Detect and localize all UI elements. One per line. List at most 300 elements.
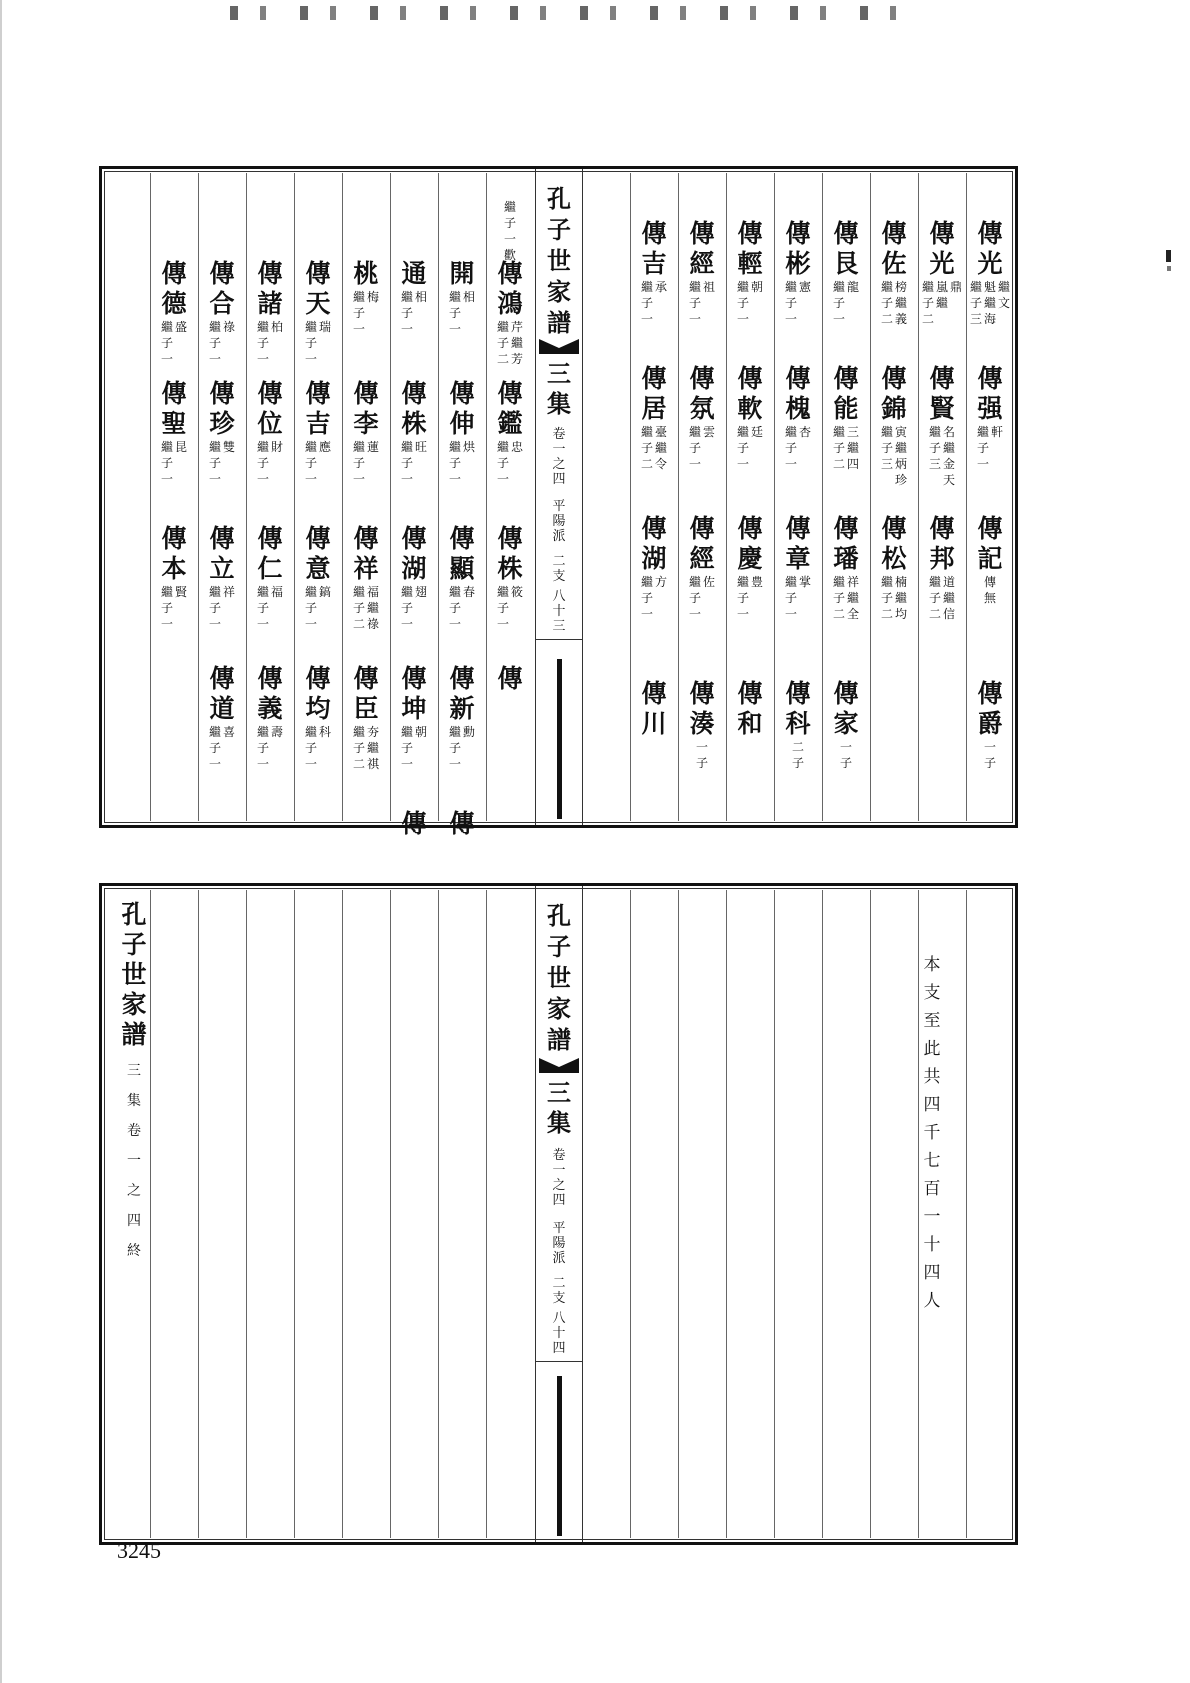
descendant-note bbox=[823, 279, 869, 327]
header-branch: 平陽派 bbox=[552, 499, 566, 544]
person-name: 傳 天 bbox=[305, 259, 331, 318]
person-name: 傳 伸 bbox=[449, 379, 475, 438]
column-rule bbox=[390, 890, 391, 1538]
note-text: 繼 子 一 bbox=[256, 440, 269, 486]
genealogy-entry bbox=[487, 259, 533, 367]
descendant-note bbox=[775, 574, 821, 622]
note-text: 繼 子 一 bbox=[688, 280, 701, 326]
descendant-note bbox=[679, 574, 725, 622]
genealogy-entry bbox=[247, 379, 293, 487]
person-name: 開 bbox=[449, 259, 475, 288]
genealogy-entry bbox=[631, 219, 677, 327]
descendant-note bbox=[247, 319, 293, 367]
descendant-note bbox=[871, 574, 917, 622]
descendant-note bbox=[343, 584, 389, 632]
descendant-note bbox=[487, 439, 533, 487]
person-name: 傳 祥 bbox=[353, 524, 379, 583]
descendant-note bbox=[199, 724, 245, 772]
note-text: 盛 bbox=[175, 320, 188, 334]
note-text: 繼 子 一 bbox=[400, 585, 413, 631]
genealogy-entry bbox=[391, 664, 437, 772]
person-name: 傳 氛 bbox=[689, 364, 715, 423]
note-text: 杏 bbox=[799, 425, 812, 439]
note-text: 一 子 bbox=[839, 740, 852, 770]
descendant-note bbox=[919, 279, 965, 327]
note-text: 相 bbox=[463, 290, 476, 304]
person-name: 傳 錦 bbox=[881, 364, 907, 423]
descendant-note bbox=[343, 439, 389, 487]
total-note-char: 共 bbox=[923, 1067, 941, 1087]
person-name: 傳 川 bbox=[641, 679, 667, 738]
note-text: 廷 bbox=[751, 425, 764, 439]
header-sub-branch: 二支 bbox=[552, 554, 566, 584]
descendant-note bbox=[391, 439, 437, 487]
genealogy-entry bbox=[439, 259, 485, 337]
note-text: 鼎 bbox=[950, 280, 963, 294]
note-text: 繼 子 三 bbox=[969, 280, 982, 326]
note-text: 勳 bbox=[463, 725, 476, 739]
center-header-lower bbox=[535, 886, 583, 1542]
person-name: 傳 光 bbox=[929, 219, 955, 278]
descendant-note bbox=[343, 724, 389, 772]
note-text: 二 子 bbox=[791, 740, 804, 770]
closing-subtitle-char: 集 bbox=[127, 1093, 141, 1109]
descendant-note bbox=[823, 424, 869, 472]
genealogy-entry bbox=[823, 364, 869, 472]
header-page-number: 八十三 bbox=[552, 589, 566, 634]
note-text: 繼 子 一 bbox=[304, 585, 317, 631]
genealogy-entry bbox=[775, 364, 821, 472]
note-text: 繼 文 bbox=[998, 280, 1011, 310]
genealogy-entry bbox=[631, 679, 677, 739]
genealogy-entry bbox=[679, 679, 725, 771]
person-name: 傳 記 bbox=[977, 514, 1003, 573]
note-text: 名 繼 金 天 bbox=[943, 425, 956, 487]
note-text: 三 繼 四 bbox=[847, 425, 860, 471]
person-name: 傳 鑑 bbox=[497, 379, 523, 438]
descendant-note bbox=[151, 439, 197, 487]
person-name: 傳 義 bbox=[257, 664, 283, 723]
person-name: 傳 槐 bbox=[785, 364, 811, 423]
total-note-char: 本 bbox=[923, 955, 941, 975]
note-text: 相 bbox=[415, 290, 428, 304]
genealogy-entry bbox=[199, 524, 245, 632]
column-rule bbox=[198, 890, 199, 1538]
note-text: 繼 子 二 bbox=[496, 320, 509, 366]
person-name: 傳 輕 bbox=[737, 219, 763, 278]
header-branch: 平陽派 bbox=[552, 1221, 566, 1266]
closing-subtitle-char: 卷 bbox=[127, 1123, 141, 1139]
header-volume: 卷一之四 bbox=[552, 427, 566, 487]
note-text: 筱 bbox=[511, 585, 524, 599]
note-text: 繼 子 二 bbox=[352, 585, 365, 631]
genealogy-entry bbox=[439, 809, 485, 839]
descendant-note bbox=[631, 424, 677, 472]
descendant-note bbox=[199, 584, 245, 632]
genealogy-entry bbox=[343, 259, 389, 337]
note-text: 梅 bbox=[367, 290, 380, 304]
note-text: 繼 子 二 bbox=[832, 575, 845, 621]
note-text: 繼 子 一 bbox=[640, 575, 653, 621]
genealogy-entry bbox=[775, 679, 821, 771]
note-text: 繼 子 一 bbox=[256, 585, 269, 631]
note-text: 應 bbox=[319, 440, 332, 454]
genealogy-entry bbox=[151, 259, 197, 367]
note-text: 昆 bbox=[175, 440, 188, 454]
person-name: 傳 仁 bbox=[257, 524, 283, 583]
descendant-note bbox=[151, 319, 197, 367]
person-name: 傳 彬 bbox=[785, 219, 811, 278]
person-name: 通 bbox=[401, 259, 427, 288]
column-rule bbox=[870, 890, 871, 1538]
note-text: 繼 子 一 bbox=[496, 585, 509, 631]
center-header-upper bbox=[535, 169, 583, 825]
note-text: 繼 子 一 bbox=[736, 575, 749, 621]
note-text: 一 子 bbox=[983, 740, 996, 770]
note-text: 繼 子 一 bbox=[784, 280, 797, 326]
person-name: 傳 賢 bbox=[929, 364, 955, 423]
closing-subtitle-char: 四 bbox=[127, 1213, 141, 1229]
note-text: 蓮 bbox=[367, 440, 380, 454]
note-text: 繼 子 一 bbox=[688, 575, 701, 621]
descendant-note bbox=[919, 574, 965, 622]
header-divider bbox=[536, 639, 582, 640]
note-text: 繼 子 二 bbox=[640, 425, 653, 471]
descendant-note bbox=[967, 574, 1013, 606]
genealogy-entry bbox=[727, 514, 773, 622]
descendant-note bbox=[295, 319, 341, 367]
note-text: 福 繼 祿 bbox=[367, 585, 380, 631]
genealogy-entry bbox=[871, 219, 917, 327]
note-text: 豊 bbox=[751, 575, 764, 589]
person-name: 傳 道 bbox=[209, 664, 235, 723]
note-text: 繼 子 一 bbox=[400, 290, 413, 336]
person-name: 傳 珍 bbox=[209, 379, 235, 438]
descendant-note bbox=[295, 584, 341, 632]
header-bar bbox=[557, 1376, 562, 1536]
note-text: 繼 子 一 bbox=[496, 440, 509, 486]
person-name: 傳 松 bbox=[881, 514, 907, 573]
note-text: 道 繼 信 bbox=[943, 575, 956, 621]
closing-subtitle-char: 一 bbox=[127, 1153, 141, 1169]
genealogy-entry bbox=[439, 664, 485, 772]
person-name: 傳 科 bbox=[785, 679, 811, 738]
note-text: 繼 子 一 bbox=[448, 585, 461, 631]
descendant-note bbox=[439, 584, 485, 632]
note-text: 繼 子 一 bbox=[208, 725, 221, 771]
descendant-note bbox=[343, 289, 389, 337]
person-name: 傳 光 bbox=[977, 219, 1003, 278]
column-rule bbox=[822, 890, 823, 1538]
person-name: 桃 bbox=[353, 259, 379, 288]
note-text: 鎬 bbox=[319, 585, 332, 599]
scan-speck bbox=[1166, 250, 1171, 262]
note-text: 繼 子 一 bbox=[352, 290, 365, 336]
descendant-note bbox=[631, 279, 677, 327]
genealogy-entry bbox=[871, 364, 917, 488]
person-name: 傳 邦 bbox=[929, 514, 955, 573]
note-text: 憲 bbox=[799, 280, 812, 294]
total-note-char: 此 bbox=[923, 1039, 941, 1059]
note-text: 夯 繼 祺 bbox=[367, 725, 380, 771]
descendant-note bbox=[871, 424, 917, 488]
person-name: 傳 聖 bbox=[161, 379, 187, 438]
column-rule bbox=[966, 890, 967, 1538]
genealogy-entry bbox=[487, 524, 533, 632]
note-text: 嵐 繼 bbox=[935, 280, 948, 310]
descendant-note bbox=[199, 439, 245, 487]
note-text: 繼 子 一 bbox=[448, 290, 461, 336]
descendant-note bbox=[439, 289, 485, 337]
note-text: 春 bbox=[463, 585, 476, 599]
total-note-char: 人 bbox=[923, 1291, 941, 1311]
person-name: 傳 李 bbox=[353, 379, 379, 438]
descendant-note bbox=[247, 584, 293, 632]
person-name: 傳 德 bbox=[161, 259, 187, 318]
person-name: 傳 新 bbox=[449, 664, 475, 723]
person-name: 傳 湊 bbox=[689, 679, 715, 738]
descendant-note bbox=[727, 424, 773, 472]
note-text: 祥 bbox=[223, 585, 236, 599]
scan-speck bbox=[1167, 266, 1171, 271]
note-text: 繼 子 一 bbox=[304, 440, 317, 486]
descendant-note bbox=[199, 319, 245, 367]
note-text: 繼 子 一 bbox=[736, 280, 749, 326]
person-name: 傳 艮 bbox=[833, 219, 859, 278]
total-note-char: 支 bbox=[923, 983, 941, 1003]
header-divider bbox=[536, 1361, 582, 1362]
descendant-note bbox=[967, 424, 1013, 472]
note-text: 繼 子 一 bbox=[256, 725, 269, 771]
column-rule bbox=[630, 890, 631, 1538]
genealogy-entry bbox=[295, 379, 341, 487]
note-text: 繼 子 一 bbox=[784, 425, 797, 471]
note-text: 繼 子 一 bbox=[304, 320, 317, 366]
genealogy-entry bbox=[343, 664, 389, 772]
genealogy-entry bbox=[823, 514, 869, 622]
note-text: 繼 子 一 bbox=[448, 440, 461, 486]
note-text: 繼 子 三 bbox=[928, 425, 941, 471]
note-text: 柏 bbox=[271, 320, 284, 334]
genealogy-entry bbox=[679, 219, 725, 327]
note-text: 烘 bbox=[463, 440, 476, 454]
descendant-note bbox=[967, 279, 1013, 327]
genealogy-entry bbox=[871, 514, 917, 622]
note-text: 繼 子 二 bbox=[928, 575, 941, 621]
person-name: 傳 鴻 bbox=[497, 259, 523, 318]
person-name: 傳 意 bbox=[305, 524, 331, 583]
person-name: 傳 臣 bbox=[353, 664, 379, 723]
descendant-note bbox=[391, 584, 437, 632]
genealogy-entry bbox=[295, 664, 341, 772]
person-name: 傳 强 bbox=[977, 364, 1003, 423]
note-text: 繼 子 一 bbox=[208, 440, 221, 486]
note-text: 繼 子 一 bbox=[784, 575, 797, 621]
genealogy-entry bbox=[967, 364, 1013, 472]
note-text: 繼 子 二 bbox=[352, 725, 365, 771]
scan-noise bbox=[230, 6, 930, 20]
note-text: 忠 bbox=[511, 440, 524, 454]
descendant-note bbox=[679, 424, 725, 472]
note-text: 祖 bbox=[703, 280, 716, 294]
genealogy-entry bbox=[919, 219, 965, 327]
person-name: 傳 軟 bbox=[737, 364, 763, 423]
upper-page-frame bbox=[99, 166, 1018, 838]
descendant-note bbox=[775, 424, 821, 472]
descendant-note bbox=[727, 279, 773, 327]
person-name: 傳 經 bbox=[689, 219, 715, 278]
note-text: 魁 繼 海 bbox=[983, 280, 996, 326]
genealogy-entry bbox=[487, 664, 533, 694]
note-text: 朝 bbox=[751, 280, 764, 294]
note-text: 繼 子 一 bbox=[160, 320, 173, 366]
genealogy-entry bbox=[343, 524, 389, 632]
genealogy-entry bbox=[919, 364, 965, 488]
person-name: 傳 慶 bbox=[737, 514, 763, 573]
note-text: 芹 繼 芳 bbox=[511, 320, 524, 366]
genealogy-entry bbox=[439, 379, 485, 487]
genealogy-entry bbox=[679, 514, 725, 622]
genealogy-entry bbox=[199, 664, 245, 772]
note-text: 繼 子 一 bbox=[688, 425, 701, 471]
genealogy-entry bbox=[391, 259, 437, 337]
note-text: 軒 bbox=[991, 425, 1004, 439]
descendant-note bbox=[487, 319, 533, 367]
note-text: 雙 bbox=[223, 440, 236, 454]
note-text: 繼 子 一 bbox=[976, 425, 989, 471]
person-name: 傳 坤 bbox=[401, 664, 427, 723]
fish-tail-ornament bbox=[539, 1058, 579, 1073]
genealogy-entry bbox=[295, 524, 341, 632]
closing-subtitle-char: 三 bbox=[127, 1063, 141, 1079]
note-text: 祥 繼 全 bbox=[847, 575, 860, 621]
note-text: 繼 子 一 bbox=[352, 440, 365, 486]
genealogy-entry bbox=[823, 679, 869, 771]
descendant-note bbox=[391, 724, 437, 772]
person-name: 傳 章 bbox=[785, 514, 811, 573]
note-text: 祿 bbox=[223, 320, 236, 334]
note-text: 繼 子 一 bbox=[208, 585, 221, 631]
header-page-number: 八十四 bbox=[552, 1311, 566, 1356]
note-text: 財 bbox=[271, 440, 284, 454]
note-text: 朝 bbox=[415, 725, 428, 739]
descendant-note bbox=[391, 289, 437, 337]
note-text: 繼 子 一 bbox=[256, 320, 269, 366]
note-text: 瑞 bbox=[319, 320, 332, 334]
note-text: 掌 bbox=[799, 575, 812, 589]
header-bar bbox=[557, 659, 562, 819]
header-title: 孔子世家譜 bbox=[547, 901, 571, 1054]
person-name: 傳 湖 bbox=[401, 524, 427, 583]
descendant-note bbox=[631, 574, 677, 622]
total-note-char: 至 bbox=[923, 1011, 941, 1031]
note-text: 繼 子 一 bbox=[400, 725, 413, 771]
note-text: 承 bbox=[655, 280, 668, 294]
genealogy-entry bbox=[727, 679, 773, 739]
genealogy-entry bbox=[391, 524, 437, 632]
person-name: 傳 吉 bbox=[641, 219, 667, 278]
genealogy-entry bbox=[775, 219, 821, 327]
descendant-note bbox=[775, 739, 821, 771]
genealogy-entry bbox=[967, 219, 1013, 327]
genealogy-entry bbox=[295, 259, 341, 367]
person-name: 傳 顯 bbox=[449, 524, 475, 583]
person-name: 傳 株 bbox=[401, 379, 427, 438]
note-text: 繼 子 一 bbox=[400, 440, 413, 486]
header-sub-branch: 二支 bbox=[552, 1276, 566, 1306]
fish-tail-ornament bbox=[539, 339, 579, 354]
descendant-note bbox=[871, 279, 917, 327]
note-text: 繼 子 一 bbox=[160, 585, 173, 631]
descendant-note bbox=[295, 439, 341, 487]
note-text: 方 bbox=[655, 575, 668, 589]
note-text: 寅 繼 炳 珍 bbox=[895, 425, 908, 487]
column-rule bbox=[294, 890, 295, 1538]
genealogy-entry bbox=[919, 514, 965, 622]
genealogy-entry bbox=[247, 259, 293, 367]
column-rule bbox=[774, 890, 775, 1538]
note-text: 繼 子 一 bbox=[304, 725, 317, 771]
person-name: 傳 湖 bbox=[641, 514, 667, 573]
note-text: 雲 bbox=[703, 425, 716, 439]
genealogy-entry bbox=[967, 679, 1013, 771]
genealogy-entry bbox=[247, 664, 293, 772]
descendant-note bbox=[295, 724, 341, 772]
genealogy-entry bbox=[775, 514, 821, 622]
descendant-note bbox=[679, 739, 725, 771]
note-text: 繼 子 二 bbox=[921, 280, 934, 326]
person-name: 傳 吉 bbox=[305, 379, 331, 438]
column-rule bbox=[678, 890, 679, 1538]
note-text: 繼 子 三 bbox=[880, 425, 893, 471]
header-title: 孔子世家譜 bbox=[547, 184, 571, 337]
note-text: 繼 子 一 bbox=[160, 440, 173, 486]
person-name: 傳 bbox=[497, 664, 523, 693]
person-name: 傳 均 bbox=[305, 664, 331, 723]
descendant-note bbox=[967, 739, 1013, 771]
genealogy-entry bbox=[199, 259, 245, 367]
closing-subtitle-char: 終 bbox=[127, 1243, 141, 1259]
person-name: 傳 爵 bbox=[977, 679, 1003, 738]
closing-title-text: 孔 子 世 家 譜 bbox=[121, 900, 147, 1049]
column-rule bbox=[486, 890, 487, 1538]
branch-total-note bbox=[917, 951, 947, 1315]
person-name: 傳 經 bbox=[689, 514, 715, 573]
person-name: 傳 合 bbox=[209, 259, 235, 318]
total-note-char: 七 bbox=[923, 1151, 941, 1171]
person-name: 傳 本 bbox=[161, 524, 187, 583]
note-text: 楠 繼 均 bbox=[895, 575, 908, 621]
header-series: 三集 bbox=[547, 1078, 571, 1137]
person-name: 傳 能 bbox=[833, 364, 859, 423]
note-text: 翅 bbox=[415, 585, 428, 599]
note-text: 科 bbox=[319, 725, 332, 739]
note-text: 繼 子 一 bbox=[736, 425, 749, 471]
descendant-note bbox=[439, 439, 485, 487]
person-name: 傳 居 bbox=[641, 364, 667, 423]
genealogy-entry bbox=[391, 809, 437, 839]
column-rule bbox=[726, 890, 727, 1538]
page-number: 3245 bbox=[117, 1538, 161, 1563]
genealogy-entry bbox=[199, 379, 245, 487]
closing-subtitle bbox=[119, 1056, 149, 1266]
note-text: 榜 繼 義 bbox=[895, 280, 908, 326]
note-text: 龍 bbox=[847, 280, 860, 294]
genealogy-entry bbox=[823, 219, 869, 327]
person-name: 傳 和 bbox=[737, 679, 763, 738]
note-text: 繼 子 一 bbox=[503, 200, 516, 246]
total-note-char: 四 bbox=[923, 1263, 941, 1283]
